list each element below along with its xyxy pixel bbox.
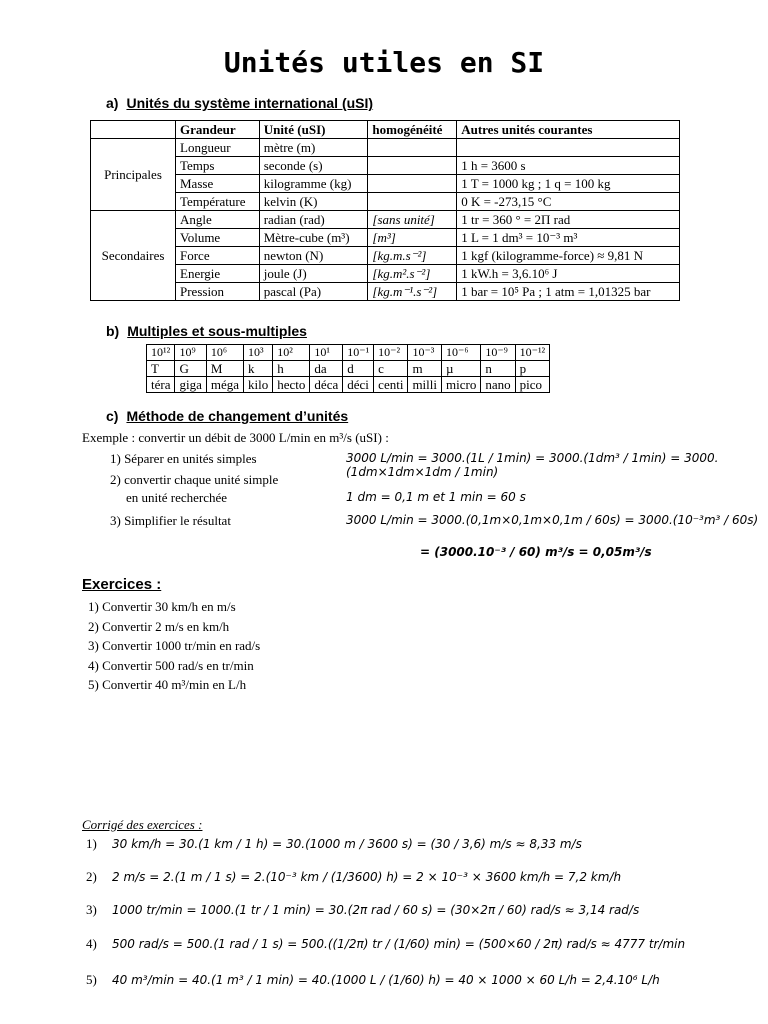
prefix-symbol-cell: G — [175, 361, 206, 377]
prefix-name-cell: nano — [481, 377, 515, 393]
section-a-heading — [106, 95, 373, 111]
prefix-name-cell: giga — [175, 377, 206, 393]
step-1: 1) Séparer en unités simples — [110, 451, 257, 466]
correction-text: 500 rad/s = 500.(1 rad / 1 s) = 500.((1/2π) tr / (1/60) min) = (500×60 / 2π) rad/s ≈ 4777 tr/min — [112, 937, 686, 951]
correction-number: 1) — [86, 836, 97, 851]
correction-text: 40 m³/min = 40.(1 m³ / 1 min) = 40.(1000 L / (1/60) h) = 40 × 1000 × 60 L/h = 2,4.10⁶ L/h — [112, 973, 660, 987]
table-cell — [368, 175, 457, 193]
prefix-name-cell: méga — [206, 377, 243, 393]
table-cell: mètre (m) — [259, 139, 368, 157]
table-cell: [kg.m⁻¹.s⁻²] — [368, 283, 457, 301]
table-cell: 1 tr = 360 ° = 2Π rad — [457, 211, 680, 229]
section-a-label: a) — [106, 95, 119, 111]
table-cell: [kg.m.s⁻²] — [368, 247, 457, 265]
prefix-power-cell: 10⁻³ — [408, 345, 442, 361]
table-cell: 0 K = -273,15 °C — [457, 193, 680, 211]
prefix-symbol-cell: µ — [442, 361, 481, 377]
section-b-text: Multiples et sous-multiples — [127, 323, 307, 339]
table-cell: 1 h = 3600 s — [457, 157, 680, 175]
table-cell: [m³] — [368, 229, 457, 247]
table-header-cell: Autres unités courantes — [457, 121, 680, 139]
prefix-name-cell: hecto — [273, 377, 310, 393]
si-units-table — [90, 120, 680, 301]
table-cell: Masse — [176, 175, 260, 193]
step-2a: 2) convertir chaque unité simple — [110, 472, 279, 487]
correction-number: 2) — [86, 869, 97, 884]
method-example: Exemple : convertir un débit de 3000 L/min en m³/s (uSI) : — [82, 430, 389, 445]
prefix-power-cell: 10⁻⁶ — [442, 345, 481, 361]
prefix-symbols-row — [147, 361, 550, 377]
section-a-text: Unités du système international (uSI) — [126, 95, 374, 111]
correction-item — [86, 936, 685, 952]
table-cell: kelvin (K) — [259, 193, 368, 211]
prefix-power-cell: 10⁶ — [206, 345, 243, 361]
exercises-heading: Exercices : — [82, 576, 162, 593]
prefix-name-cell: pico — [515, 377, 550, 393]
prefix-symbol-cell: c — [374, 361, 408, 377]
table-cell: Volume — [176, 229, 260, 247]
exercise-item: 3) Convertir 1000 tr/min en rad/s — [88, 638, 261, 653]
prefix-name-cell: déci — [343, 377, 374, 393]
prefix-power-cell: 10¹² — [147, 345, 175, 361]
table-cell: Mètre-cube (m³) — [259, 229, 368, 247]
table-cell — [368, 193, 457, 211]
prefix-symbol-cell: M — [206, 361, 243, 377]
table-cell: newton (N) — [259, 247, 368, 265]
corrections-heading: Corrigé des exercices : — [82, 817, 203, 832]
table-row — [91, 211, 680, 229]
prefix-name-cell: kilo — [244, 377, 273, 393]
table-cell: [kg.m².s⁻²] — [368, 265, 457, 283]
table-cell: Energie — [176, 265, 260, 283]
section-c-text: Méthode de changement d’unités — [126, 408, 349, 424]
prefix-name-cell: centi — [374, 377, 408, 393]
group-label-principal: Principales — [91, 139, 176, 211]
prefix-power-cell: 10⁻¹² — [515, 345, 550, 361]
correction-item — [86, 869, 621, 885]
section-c-heading — [106, 408, 348, 424]
step-3-math: 3000 L/min = 3000.(0,1m×0,1m×0,1m / 60s) = 3000.(10⁻³m³ / 60s) — [346, 513, 759, 527]
correction-number: 3) — [86, 902, 97, 917]
table-row — [91, 139, 680, 157]
table-cell: 1 kW.h = 3,6.10⁶ J — [457, 265, 680, 283]
table-cell: Longueur — [176, 139, 260, 157]
exercise-item: 5) Convertir 40 m³/min en L/h — [88, 677, 247, 692]
correction-text: 1000 tr/min = 1000.(1 tr / 1 min) = 30.(2π rad / 60 s) = (30×2π / 60) rad/s ≈ 3,14 rad/s — [112, 903, 640, 917]
table-cell: joule (J) — [259, 265, 368, 283]
table-cell: 1 T = 1000 kg ; 1 q = 100 kg — [457, 175, 680, 193]
table-cell: Température — [176, 193, 260, 211]
table-cell: kilogramme (kg) — [259, 175, 368, 193]
prefix-power-cell: 10⁻² — [374, 345, 408, 361]
table-header-cell: homogénéité — [368, 121, 457, 139]
table-header-row — [91, 121, 680, 139]
correction-number: 5) — [86, 972, 97, 987]
table-cell: pascal (Pa) — [259, 283, 368, 301]
table-cell: Angle — [176, 211, 260, 229]
prefix-name-cell: téra — [147, 377, 175, 393]
table-row — [91, 193, 680, 211]
group-label-secondary: Secondaires — [91, 211, 176, 301]
exercise-item: 2) Convertir 2 m/s en km/h — [88, 618, 230, 634]
prefix-names-row — [147, 377, 550, 393]
step-3-result: = (3000.10⁻³ / 60) m³/s = 0,05m³/s — [420, 545, 652, 559]
table-cell: Temps — [176, 157, 260, 175]
table-cell — [457, 139, 680, 157]
table-cell: 1 L = 1 dm³ = 10⁻³ m³ — [457, 229, 680, 247]
prefix-symbol-cell: da — [310, 361, 343, 377]
prefix-symbol-cell: k — [244, 361, 273, 377]
table-cell: [sans unité] — [368, 211, 457, 229]
section-b-heading — [106, 323, 307, 339]
prefix-name-cell: milli — [408, 377, 442, 393]
table-cell — [368, 157, 457, 175]
table-row — [91, 247, 680, 265]
prefix-power-cell: 10⁻⁹ — [481, 345, 515, 361]
step-2-math: 1 dm = 0,1 m et 1 min = 60 s — [346, 490, 526, 504]
section-c-label: c) — [106, 408, 119, 424]
page-title: Unités utiles en SI — [223, 46, 545, 79]
exercise-list — [88, 597, 260, 695]
table-cell: seconde (s) — [259, 157, 368, 175]
table-cell — [368, 139, 457, 157]
prefix-power-cell: 10⁻¹ — [343, 345, 374, 361]
prefix-powers-row — [147, 345, 550, 361]
correction-text: 2 m/s = 2.(1 m / 1 s) = 2.(10⁻³ km / (1/3600) h) = 2 × 10⁻³ × 3600 km/h = 7,2 km/h — [112, 870, 622, 884]
prefix-name-cell: micro — [442, 377, 481, 393]
prefix-power-cell: 10⁹ — [175, 345, 206, 361]
prefix-symbol-cell: h — [273, 361, 310, 377]
correction-text: 30 km/h = 30.(1 km / 1 h) = 30.(1000 m / 3600 s) = (30 / 3,6) m/s ≈ 8,33 m/s — [112, 837, 582, 851]
step-1-math: 3000 L/min = 3000.(1L / 1min) = 3000.(1dm³ / 1min) = 3000.(1dm×1dm×1dm / 1min) — [346, 451, 719, 479]
table-header-cell: Unité (uSI) — [259, 121, 368, 139]
table-row — [91, 157, 680, 175]
prefix-name-cell: déca — [310, 377, 343, 393]
table-row — [91, 229, 680, 247]
table-row — [91, 283, 680, 301]
exercise-item: 4) Convertir 500 rad/s en tr/min — [88, 657, 254, 673]
prefix-power-cell: 10² — [273, 345, 310, 361]
table-cell: 1 kgf (kilogramme-force) ≈ 9,81 N — [457, 247, 680, 265]
table-cell: radian (rad) — [259, 211, 368, 229]
prefix-power-cell: 10¹ — [310, 345, 343, 361]
correction-item — [86, 972, 660, 988]
table-cell: Pression — [176, 283, 260, 301]
correction-item — [86, 902, 639, 918]
prefix-table — [146, 344, 550, 393]
table-header-cell: Grandeur — [176, 121, 260, 139]
prefix-power-cell: 10³ — [244, 345, 273, 361]
prefix-symbol-cell: n — [481, 361, 515, 377]
step-3: 3) Simplifier le résultat — [110, 513, 231, 528]
table-row — [91, 265, 680, 283]
section-b-label: b) — [106, 323, 120, 339]
prefix-symbol-cell: T — [147, 361, 175, 377]
exercise-item: 1) Convertir 30 km/h en m/s — [88, 599, 236, 614]
table-header-cell — [91, 121, 176, 139]
prefix-symbol-cell: m — [408, 361, 442, 377]
prefix-symbol-cell: p — [515, 361, 550, 377]
correction-number: 4) — [86, 936, 97, 951]
table-row — [91, 175, 680, 193]
table-cell: Force — [176, 247, 260, 265]
step-2b: en unité recherchée — [126, 490, 228, 505]
correction-item — [86, 836, 582, 852]
prefix-symbol-cell: d — [343, 361, 374, 377]
table-cell: 1 bar = 10⁵ Pa ; 1 atm = 1,01325 bar — [457, 283, 680, 301]
